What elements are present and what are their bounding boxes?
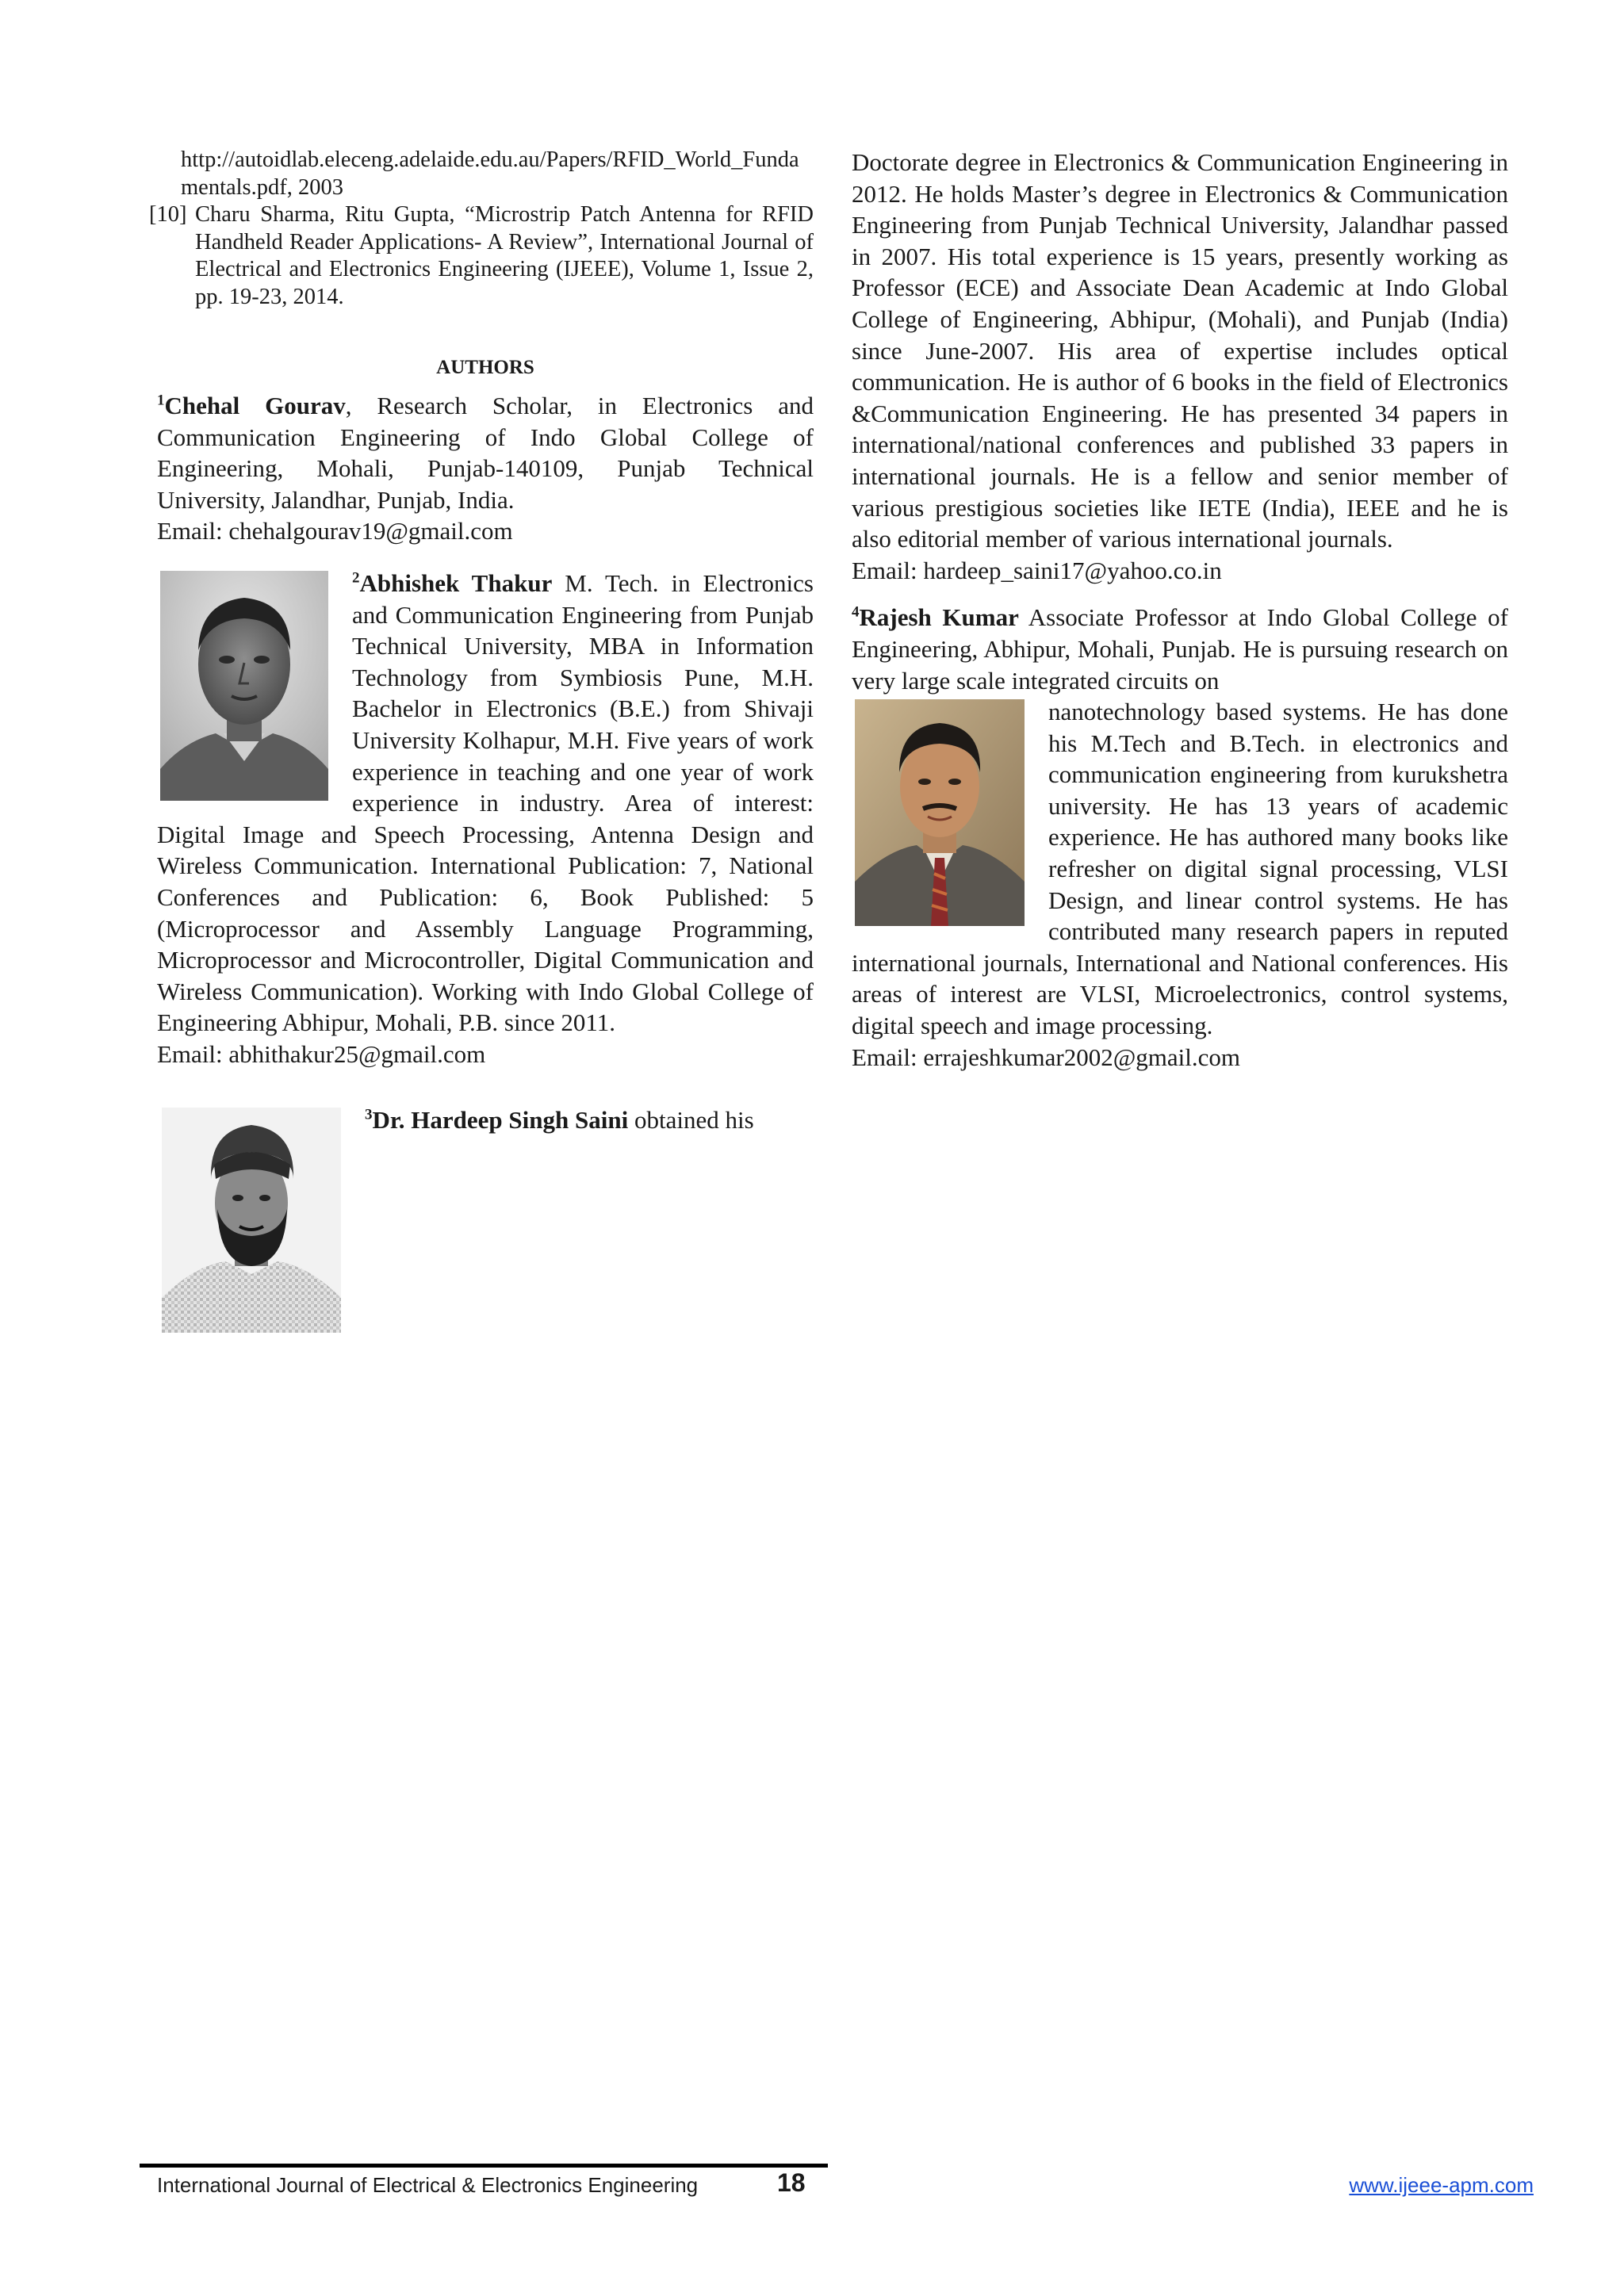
footer-journal-name: International Journal of Electrical & Electronics Engineering — [157, 2173, 699, 2197]
footer-page-number: 18 — [777, 2168, 806, 2197]
author-3-name: Dr. Hardeep Singh Saini — [372, 1106, 629, 1135]
reference-9-url[interactable]: http://autoidlab.eleceng.adelaide.edu.au/Papers/RFID_World_Fundamentals.pdf, 2003 — [181, 147, 799, 200]
footer-url-link[interactable]: www.ijeee-apm.com — [1349, 2173, 1534, 2197]
author-3-bio-cont: Doctorate degree in Electronics & Communication Engineering in 2012. He holds Master’s degree in Electronics & Communication Engineering from Punjab Technical University, Jalandhar passed in 2007. His total experience is 15 years, presently working as Professor (ECE) and Associate Dean Academic at Indo Global College of Engineering, Abhipur, (Mohali), and Punjab (India) since June-2007. His area of expertise includes optical communication. He is author of 6 books in the field of Electronics &Communication Engineering. He has presented 34 papers in international/national conferences and published 33 papers in international journals. He is a fellow and senior member of various prestigious societies like IETE (India), IEEE and he is also editorial member of various international journals. — [852, 148, 1508, 553]
reference-text: Charu Sharma, Ritu Gupta, “Microstrip Patch Antenna for RFID Handheld Reader Applications- A Review”, International Journal of Electrical and Electronics Engineering (IJEEE), Volume 1, Issue 2, pp. 19-23, 2014. — [195, 202, 814, 309]
author-photo-2 — [160, 571, 328, 801]
reference-10 — [149, 201, 814, 311]
author-2-name: Abhishek Thakur — [359, 568, 553, 597]
author-2-block — [157, 568, 814, 1070]
author-3-email[interactable]: Email: hardeep_saini17@yahoo.co.in — [852, 556, 1222, 584]
author-photo-3 — [162, 1108, 341, 1333]
author-4-bio-rest: nanotechnology based systems. He has done his M.Tech and B.Tech. in electronics and communication engineering from kurukshetra university. He has 13 years of academic experience. He has authored many books like refresher on digital signal processing, VLSI Design, and linear control systems. He has contributed many research papers in reputed international journals, International and National conferences. His areas of interest are VLSI, Microelectronics, control systems, digital speech and image processing. — [852, 698, 1508, 1040]
reference-number: [10] — [149, 202, 187, 227]
author-4-name: Rajesh Kumar — [859, 603, 1019, 632]
author-1-name: Chehal Gourav — [164, 392, 346, 419]
author-3-block — [157, 1104, 814, 1136]
author-1-bio: $^1$Chehal Gourav, Research Scholar, in Electronics and Communication Engineering of Indo Global College of Engineering, Mohali, Punjab-140109, Punjab Technical University, Jalandhar, Punjab, India. — [157, 392, 814, 514]
footer-rule — [140, 2164, 828, 2168]
author-3-bio-start: $^3$Dr. Hardeep Singh Saini obtained his — [365, 1106, 754, 1135]
author-2-bio: $^2$Abhishek Thakur M. Tech. in Electronics and Communication Engineering from Punjab Technical University, MBA in Information Technology from Symbiosis Pune, M.H. Bachelor in Electronics (B.E.) from Shivaji University Kolhapur, M.H. Five years of work experience in teaching and one year of work experience in industry. Area of interest: Digital Image and Speech Processing, Antenna Design and Wireless Communication. International Publication: 7, National Conferences and Publication: 6, Book Published: 5 (Microprocessor and Assembly Language Programming, Microprocessor and Microcontroller, Digital Communication and Wireless Communication). Working with Indo Global College of Engineering Abhipur, Mohali, P.B. since 2011. — [157, 568, 814, 1037]
author-photo-4 — [855, 699, 1025, 926]
left-column — [149, 147, 814, 1333]
author-4-email[interactable]: Email: errajeshkumar2002@gmail.com — [852, 1043, 1240, 1071]
authors-heading: AUTHORS — [436, 357, 534, 378]
author-4-block — [852, 602, 1508, 1073]
author-2-email[interactable]: Email: abhithakur25@gmail.com — [157, 1039, 486, 1068]
right-column — [852, 147, 1508, 1073]
author-1-email[interactable]: Email: chehalgourav19@gmail.com — [157, 517, 513, 545]
author-4-bio-top: $^4$Rajesh Kumar Associate Professor at Indo Global College of Engineering, Abhipur, Mohali, Punjab. He is pursuing research on very large scale integrated circuits on — [852, 603, 1508, 695]
